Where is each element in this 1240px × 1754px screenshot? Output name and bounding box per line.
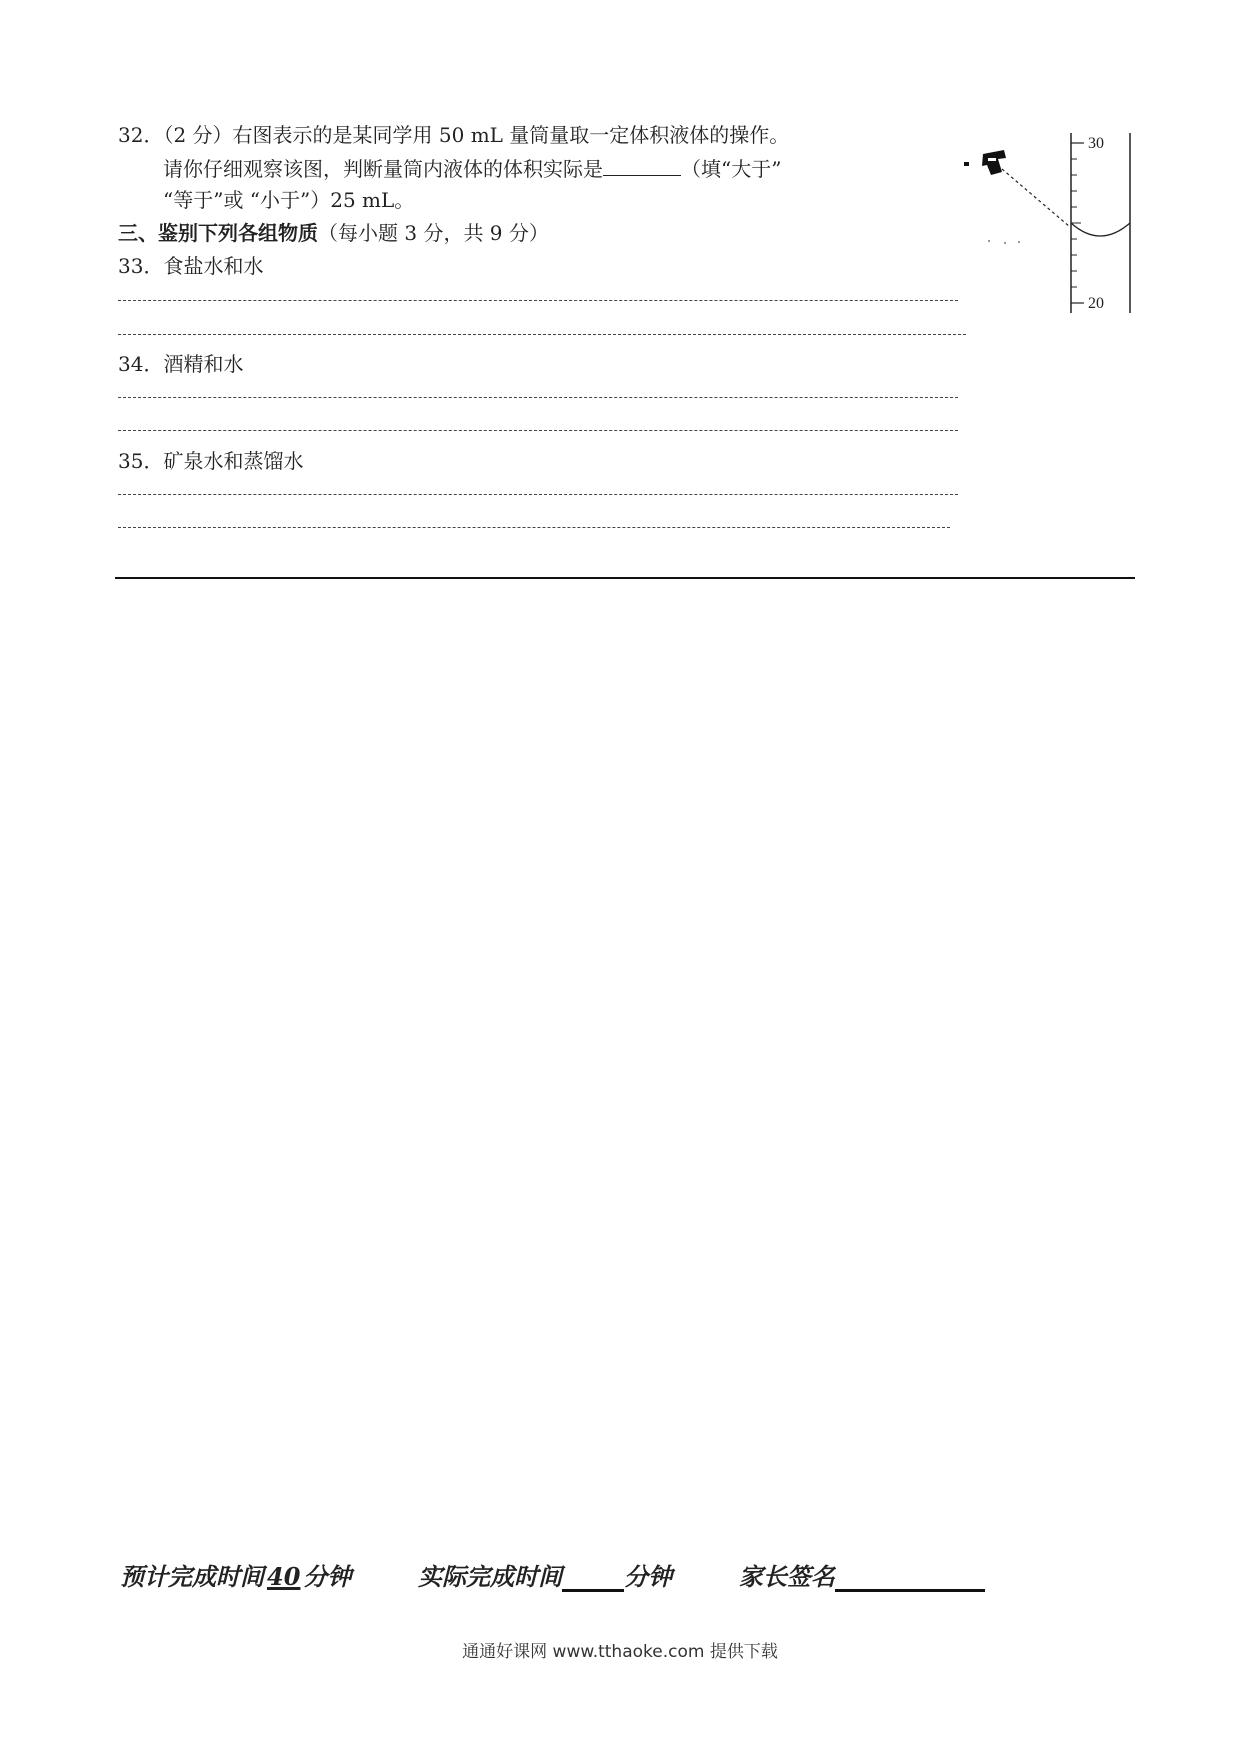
actual-time-unit: 分钟 <box>624 1562 673 1591</box>
q32-line2 <box>163 155 781 182</box>
download-credit: 通通好课网 www.tthaoke.com 提供下载 <box>462 1642 778 1662</box>
footer-time-signature <box>120 1562 985 1592</box>
est-time-unit: 分钟 <box>303 1562 352 1591</box>
meniscus <box>1071 223 1130 236</box>
tick-label-30: 30 <box>1088 135 1104 152</box>
actual-time-label: 实际完成时间 <box>418 1562 563 1591</box>
answer-line[interactable] <box>118 527 950 528</box>
section-heading <box>118 220 549 246</box>
answer-line[interactable] <box>118 334 966 335</box>
eye-icon <box>964 150 1006 175</box>
est-time-value: 40 <box>267 1562 301 1591</box>
actual-time-blank[interactable] <box>562 1563 624 1592</box>
parent-signature-blank[interactable] <box>835 1563 985 1592</box>
q34-label: 34．酒精和水 <box>118 352 244 376</box>
q33-label: 33．食盐水和水 <box>118 254 264 278</box>
parent-signature-label: 家长签名 <box>738 1562 835 1591</box>
section-note: （每小题 3 分，共 9 分） <box>318 221 549 245</box>
section-divider <box>115 577 1135 579</box>
scan-specks <box>988 240 1020 244</box>
section-title: 三、鉴别下列各组物质 <box>118 221 318 245</box>
answer-line[interactable] <box>118 430 958 431</box>
answer-line[interactable] <box>118 397 958 398</box>
tick-minor-group <box>1071 159 1081 287</box>
tick-label-20: 20 <box>1088 295 1104 312</box>
q32-line2-text: 请你仔细观察该图，判断量筒内液体的体积实际是 <box>163 157 603 181</box>
est-time-label: 预计完成时间 <box>120 1562 264 1591</box>
sight-line <box>1002 169 1070 227</box>
q32-answer-blank[interactable] <box>603 155 681 176</box>
answer-line[interactable] <box>118 494 958 495</box>
q32-line1: 32．（2 分）右图表示的是某同学用 50 mL 量筒量取一定体积液体的操作。 <box>118 123 790 147</box>
q32-line3: “等于”或 “小于”）25 mL。 <box>163 188 415 212</box>
answer-line[interactable] <box>118 300 958 301</box>
graduated-cylinder-figure <box>960 125 1140 325</box>
q35-label: 35．矿泉水和蒸馏水 <box>118 449 304 473</box>
q32-line2-hint: （填“大于” <box>681 157 782 181</box>
